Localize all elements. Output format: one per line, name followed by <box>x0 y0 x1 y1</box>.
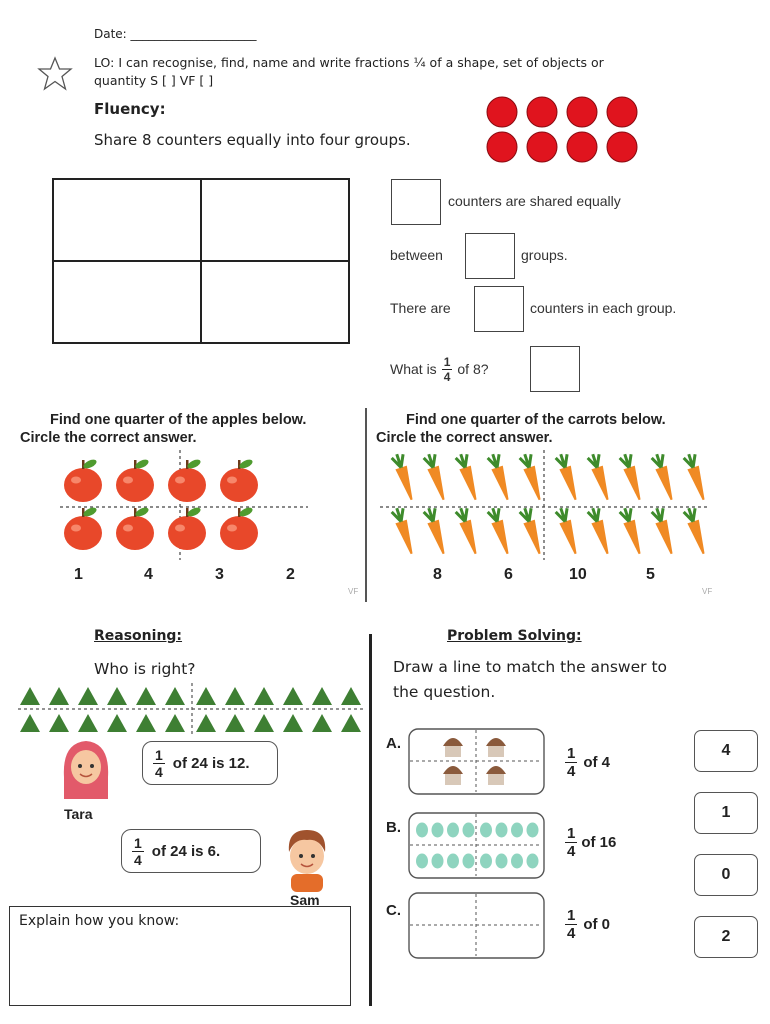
counter-icon <box>607 132 637 162</box>
carrot-option-2[interactable]: 6 <box>504 566 513 583</box>
question-a-expression: $\frac{1}{4}$ of 4 <box>567 745 611 780</box>
section-divider <box>365 408 367 602</box>
sam-statement: of 24 is 6. <box>151 842 221 860</box>
apples-title: Find one quarter of the apples below. <box>50 412 307 428</box>
apple-icon <box>64 458 102 502</box>
answer-box-quarter-of-8[interactable] <box>530 346 580 392</box>
star-icon <box>36 56 74 92</box>
triangle-icon <box>196 687 216 705</box>
answer-option-4[interactable]: 2 <box>694 916 758 958</box>
answer-box-each-group[interactable] <box>474 286 524 332</box>
egg-icon <box>463 854 475 869</box>
reasoning-divider <box>369 634 372 1006</box>
apple-icon <box>64 506 102 550</box>
carrot-icon <box>619 452 645 501</box>
question-a-text: of 4 <box>583 754 611 771</box>
counter-icon <box>487 132 517 162</box>
reasoning-question: Who is right? <box>94 660 196 678</box>
apple-icon <box>116 458 154 502</box>
apples-picture <box>60 450 310 560</box>
apple-option-3[interactable]: 3 <box>215 566 224 583</box>
sharing-grid <box>52 178 350 344</box>
question-b-expression: $\frac{1}{4}$ of 16 <box>567 825 617 860</box>
egg-icon <box>480 823 492 838</box>
egg-icon <box>447 854 459 869</box>
answer-box-total[interactable] <box>391 179 441 225</box>
triangle-icon <box>312 687 332 705</box>
egg-icon <box>432 854 444 869</box>
carrot-icon <box>487 452 513 501</box>
carrot-icon <box>391 452 417 501</box>
triangle-icon <box>78 714 98 732</box>
triangle-icon <box>283 714 303 732</box>
triangle-icon <box>165 687 185 705</box>
egg-icon <box>496 854 508 869</box>
triangle-icon <box>225 714 245 732</box>
carrots-picture <box>380 450 710 560</box>
triangle-icon <box>78 687 98 705</box>
carrots-title: Find one quarter of the carrots below. <box>406 412 666 428</box>
triangle-icon <box>136 687 156 705</box>
triangle-icon <box>49 714 69 732</box>
carrot-icon <box>519 452 545 501</box>
apple-icon <box>220 458 258 502</box>
problem-instruction-line2: the question. <box>393 683 496 701</box>
carrot-icon <box>651 452 677 501</box>
carrot-option-4[interactable]: 5 <box>646 566 655 583</box>
tara-statement: of 24 is 12. <box>172 754 250 772</box>
triangle-icon <box>312 714 332 732</box>
fluency-heading: Fluency: <box>94 100 166 118</box>
carrot-icon <box>587 506 613 555</box>
explain-box[interactable] <box>9 906 351 1006</box>
triangle-icon <box>254 687 274 705</box>
egg-icon <box>511 823 523 838</box>
answer-option-1[interactable]: 4 <box>694 730 758 772</box>
apple-icon <box>168 506 206 550</box>
triangle-icon <box>107 687 127 705</box>
sam-fraction: $\frac{1}{4}$ <box>134 834 142 868</box>
apple-option-1[interactable]: 1 <box>74 566 83 583</box>
carrot-icon <box>683 506 709 555</box>
triangle-icon <box>225 687 245 705</box>
apple-icon <box>116 506 154 550</box>
answer-option-2[interactable]: 1 <box>694 792 758 834</box>
counter-icon <box>527 132 557 162</box>
counter-icon <box>567 97 597 127</box>
counter-icon <box>607 97 637 127</box>
tara-speech-bubble <box>142 741 278 785</box>
tara-fraction: $\frac{1}{4}$ <box>155 746 163 780</box>
carrot-icon <box>487 506 513 555</box>
sentence2-after: groups. <box>521 247 568 263</box>
carrot-option-3[interactable]: 10 <box>569 566 587 583</box>
question-a-picture <box>408 728 546 796</box>
apple-option-2[interactable]: 4 <box>144 566 153 583</box>
carrot-icon <box>391 506 417 555</box>
question-c-expression: $\frac{1}{4}$ of 0 <box>567 907 611 942</box>
question-b-picture <box>408 812 546 880</box>
triangle-icon <box>49 687 69 705</box>
sentence1-text: counters are shared equally <box>448 193 621 209</box>
triangle-icon <box>136 714 156 732</box>
egg-icon <box>416 823 428 838</box>
sam-name: Sam <box>290 892 320 908</box>
carrot-icon <box>455 506 481 555</box>
counter-icon <box>567 132 597 162</box>
egg-icon <box>527 854 539 869</box>
sentence4 <box>390 352 489 386</box>
carrot-icon <box>619 506 645 555</box>
carrot-icon <box>555 452 581 501</box>
carrot-icon <box>555 506 581 555</box>
egg-icon <box>527 823 539 838</box>
apples-subtitle: Circle the correct answer. <box>20 430 197 446</box>
carrots-subtitle: Circle the correct answer. <box>376 430 553 446</box>
carrot-icon <box>423 506 449 555</box>
egg-icon <box>463 823 475 838</box>
problem-instruction-line1: Draw a line to match the answer to <box>393 658 668 676</box>
question-c-label: C. <box>386 902 401 919</box>
triangle-icon <box>196 714 216 732</box>
sentence3-after: counters in each group. <box>530 300 677 316</box>
sentence4-before: What is <box>390 361 437 377</box>
answer-box-groups[interactable] <box>465 233 515 279</box>
egg-icon <box>432 823 444 838</box>
sam-avatar <box>279 822 335 892</box>
apples-vf-tag: VF <box>348 587 359 596</box>
triangles-picture <box>18 683 366 735</box>
carrot-icon <box>423 452 449 501</box>
counter-icon <box>527 97 557 127</box>
explain-prompt: Explain how you know: <box>19 913 180 929</box>
triangle-icon <box>283 687 303 705</box>
tara-avatar <box>58 737 114 801</box>
egg-icon <box>447 823 459 838</box>
triangle-icon <box>107 714 127 732</box>
carrot-icon <box>683 452 709 501</box>
date-label: Date: _____________________ <box>94 27 257 41</box>
triangle-icon <box>20 714 40 732</box>
question-b-text: of 16 <box>581 834 617 851</box>
problem-heading: Problem Solving: <box>447 628 582 644</box>
fraction-quarter: $\frac{1}{4}$ <box>443 354 451 384</box>
triangle-icon <box>165 714 185 732</box>
triangle-icon <box>341 714 361 732</box>
apple-icon <box>220 506 258 550</box>
triangle-icon <box>341 687 361 705</box>
carrot-icon <box>455 452 481 501</box>
counters-group <box>480 92 644 166</box>
sam-speech-bubble <box>121 829 261 873</box>
answer-option-3[interactable]: 0 <box>694 854 758 896</box>
counter-icon <box>487 97 517 127</box>
carrot-icon <box>587 452 613 501</box>
learning-objective-line1: LO: I can recognise, find, name and write fractions ¼ of a shape, set of objects or <box>94 55 604 70</box>
fluency-instruction: Share 8 counters equally into four groups. <box>94 131 411 149</box>
egg-icon <box>416 854 428 869</box>
egg-icon <box>511 854 523 869</box>
carrot-icon <box>519 506 545 555</box>
carrots-vf-tag: VF <box>702 587 713 596</box>
question-b-label: B. <box>386 819 401 836</box>
sentence2-before: between <box>390 247 443 263</box>
triangle-icon <box>254 714 274 732</box>
sentence4-after: of 8? <box>457 361 489 377</box>
reasoning-heading: Reasoning: <box>94 628 183 644</box>
egg-icon <box>496 823 508 838</box>
egg-icon <box>480 854 492 869</box>
question-c-picture <box>408 892 546 960</box>
question-a-label: A. <box>386 735 401 752</box>
tara-name: Tara <box>64 806 93 822</box>
apple-option-4[interactable]: 2 <box>286 566 295 583</box>
sentence3-before: There are <box>390 300 451 316</box>
apple-icon <box>168 458 206 502</box>
carrot-icon <box>651 506 677 555</box>
learning-objective-line2: quantity S [ ] VF [ ] <box>94 73 214 88</box>
carrot-option-1[interactable]: 8 <box>433 566 442 583</box>
triangle-icon <box>20 687 40 705</box>
question-c-text: of 0 <box>583 916 611 933</box>
